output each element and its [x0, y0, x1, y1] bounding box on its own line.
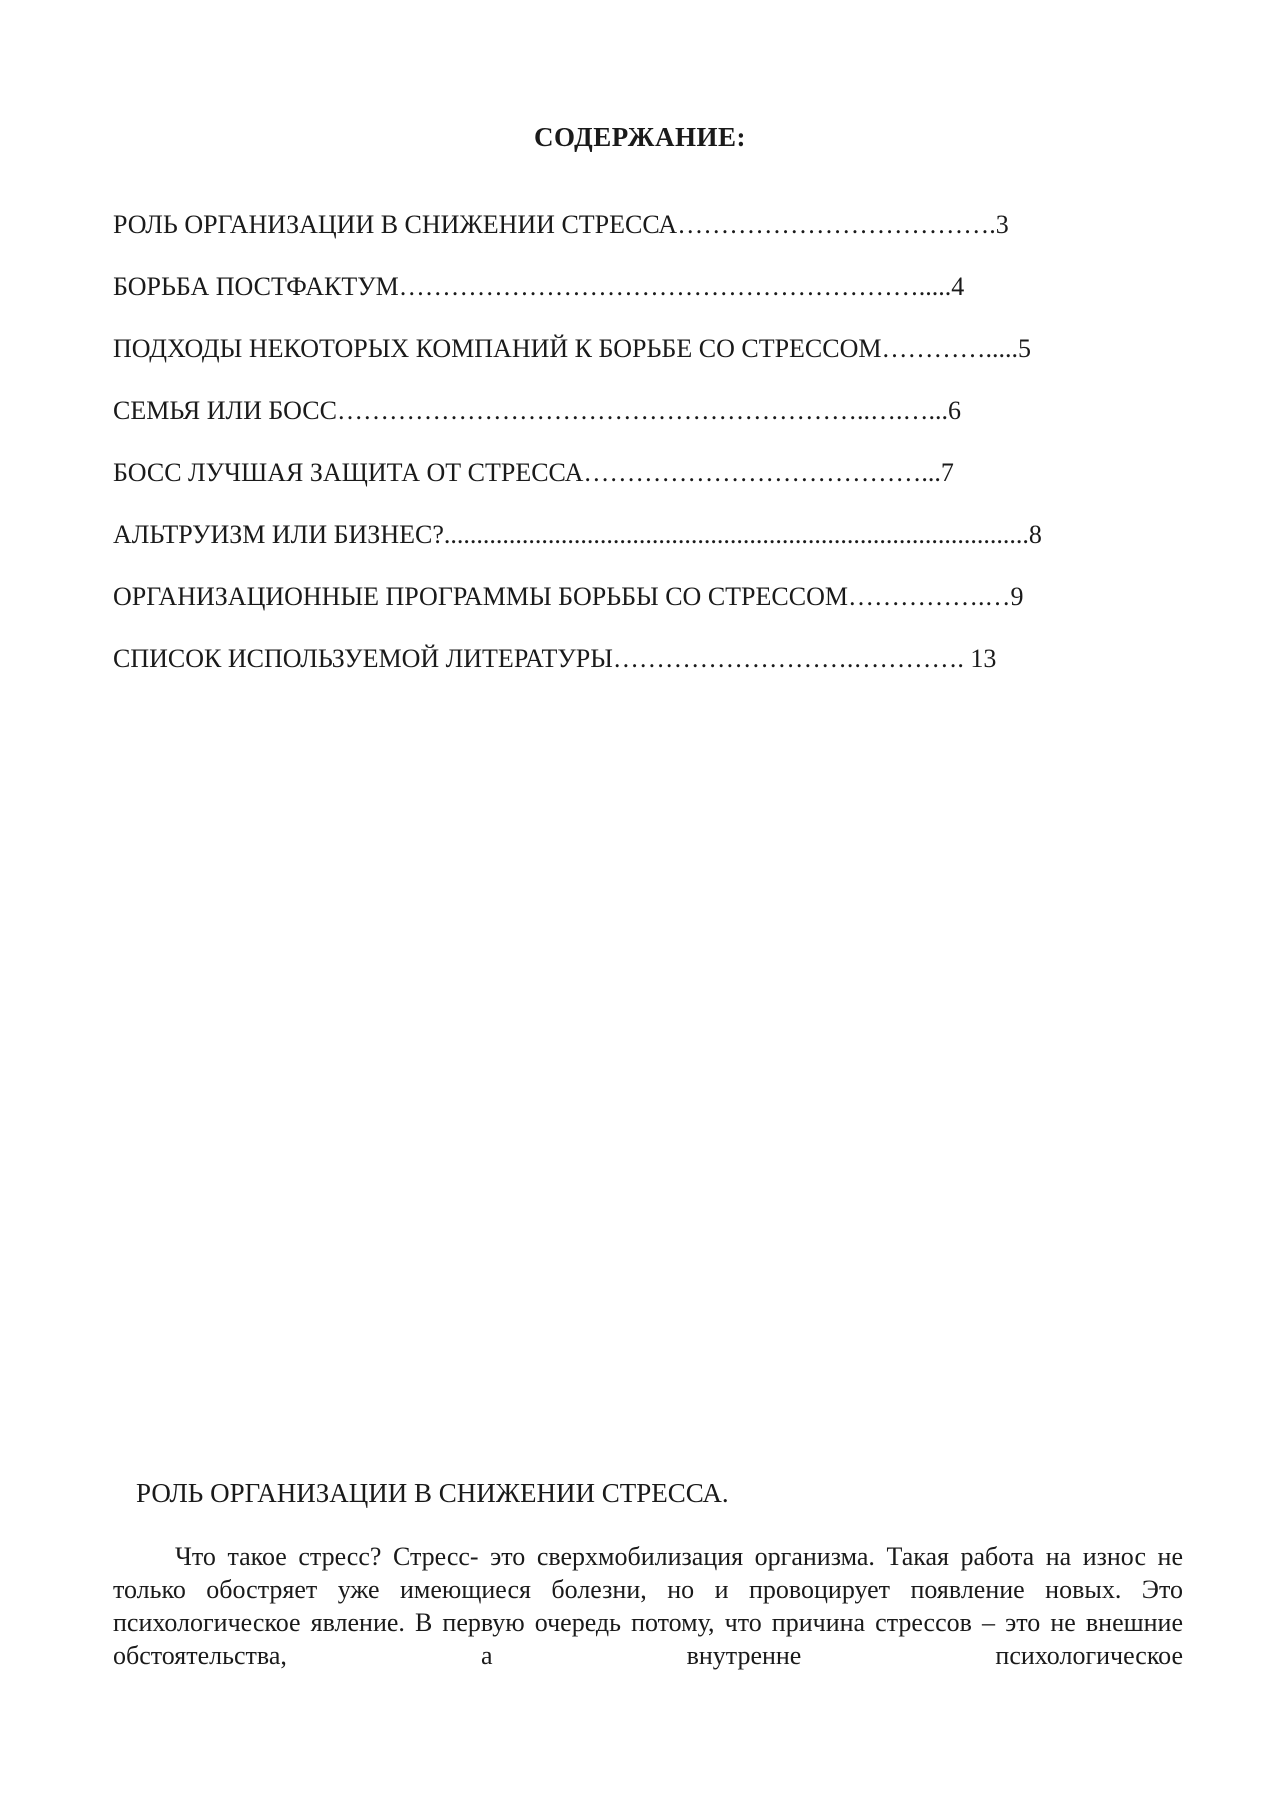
toc-entry: СПИСОК ИСПОЛЬЗУЕМОЙ ЛИТЕРАТУРЫ……………………….…………. 13	[113, 644, 997, 673]
section-title: РОЛЬ ОРГАНИЗАЦИИ В СНИЖЕНИИ СТРЕССА.	[136, 1478, 729, 1508]
toc-entry: РОЛЬ ОРГАНИЗАЦИИ В СНИЖЕНИИ СТРЕССА……………………………….3	[113, 210, 1009, 239]
table-of-contents	[113, 208, 1183, 704]
toc-entry: ОРГАНИЗАЦИОННЫЕ ПРОГРАММЫ БОРЬБЫ СО СТРЕССОМ…………….…9	[113, 582, 1024, 611]
toc-entry: ПОДХОДЫ НЕКОТОРЫХ КОМПАНИЙ К БОРЬБЕ СО СТРЕССОМ………….....5	[113, 334, 1031, 363]
toc-heading: СОДЕРЖАНИЕ:	[534, 122, 746, 152]
toc-entry: БОРЬБА ПОСТФАКТУМ…………………………………………………….....4	[113, 272, 965, 301]
toc-entry: СЕМЬЯ ИЛИ БОСС……………………………………………………..….…...6	[113, 396, 961, 425]
body-paragraph: Что такое стресс? Стресс- это сверхмобилизация организма. Такая работа на износ не только обостряет уже имеющиеся болезни, но и провоцирует появление новых. Это психологическое явление. В первую очередь потому, что причина стрессов – это не внешние обстоятельства, а внутренне психологическое	[113, 1542, 1183, 1670]
toc-entry: БОСС ЛУЧШАЯ ЗАЩИТА ОТ СТРЕССА…………………………………...7	[113, 458, 954, 487]
toc-entry: АЛЬТРУИЗМ ИЛИ БИЗНЕС?..........................................................................................8	[113, 520, 1042, 549]
